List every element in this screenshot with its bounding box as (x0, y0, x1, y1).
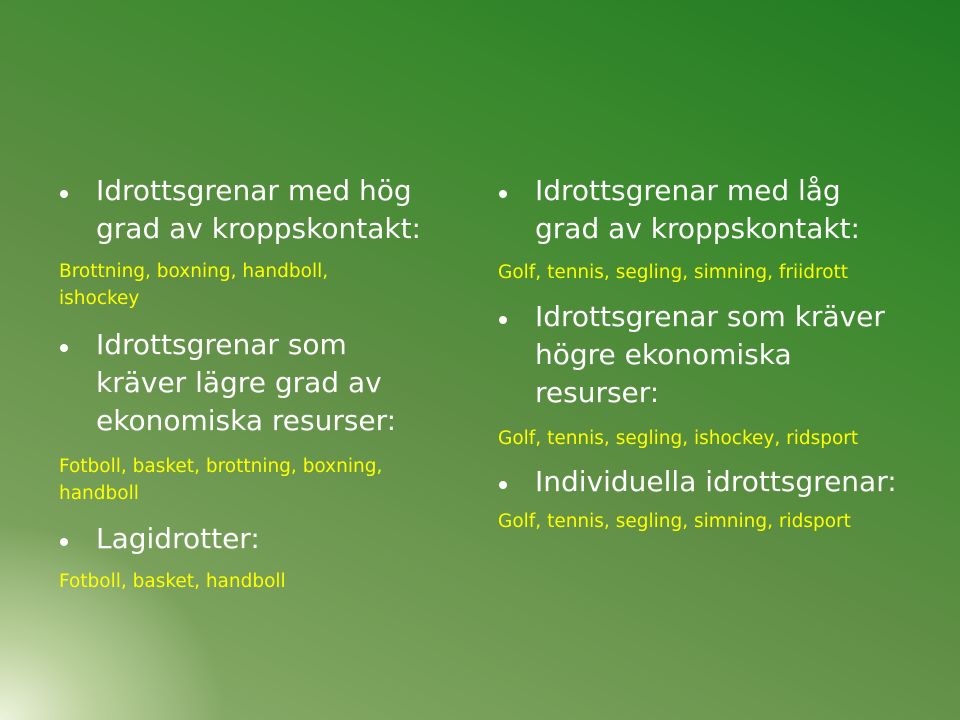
left-detail-2 (59, 453, 382, 507)
heading-line: grad av kroppskontakt: (96, 212, 421, 245)
bullet-icon (497, 298, 535, 336)
right-bullet-1 (497, 172, 860, 248)
right-detail-1 (498, 259, 848, 286)
heading-line: Lagidrotter: (96, 522, 260, 555)
heading-line: Individuella idrottsgrenar: (535, 465, 897, 498)
detail-line: Golf, tennis, segling, simning, ridsport (498, 511, 851, 532)
heading-line: Idrottsgrenar med låg (535, 174, 841, 207)
heading-line: ekonomiska resurser: (96, 404, 397, 437)
bullet-icon (58, 520, 96, 558)
heading-line: Idrottsgrenar som kräver (535, 300, 885, 333)
heading-line: Idrottsgrenar med hög (96, 174, 412, 207)
right-bullet-3 (497, 463, 897, 501)
left-heading-1 (96, 172, 421, 248)
heading-line: kräver lägre grad av (96, 366, 382, 399)
left-bullet-1 (58, 172, 421, 248)
detail-line: Brottning, boxning, handboll, (59, 261, 329, 282)
bullet-icon (58, 172, 96, 210)
detail-line: Golf, tennis, segling, ishockey, ridsport (498, 428, 859, 449)
left-bullet-2 (58, 326, 396, 440)
left-bullet-3 (58, 520, 260, 558)
right-detail-2 (498, 425, 858, 452)
bullet-icon (58, 326, 96, 364)
detail-line: ishockey (59, 288, 140, 309)
right-bullet-2 (497, 298, 885, 412)
bullet-icon (497, 172, 535, 210)
detail-line: Fotboll, basket, handboll (59, 571, 286, 592)
detail-line: handboll (59, 483, 139, 504)
right-heading-2 (535, 298, 885, 412)
left-heading-3 (96, 520, 260, 558)
detail-line: Fotboll, basket, brottning, boxning, (59, 456, 383, 477)
heading-line: högre ekonomiska (535, 338, 792, 371)
heading-line: Idrottsgrenar som (96, 328, 347, 361)
bullet-icon (497, 463, 535, 501)
heading-line: resurser: (535, 376, 660, 409)
left-detail-3 (59, 568, 286, 595)
heading-line: grad av kroppskontakt: (535, 212, 860, 245)
left-detail-1 (59, 258, 328, 312)
right-heading-3 (535, 463, 897, 501)
detail-line: Golf, tennis, segling, simning, friidrott (498, 262, 849, 283)
right-detail-3 (498, 508, 851, 535)
right-heading-1 (535, 172, 860, 248)
left-heading-2 (96, 326, 396, 440)
